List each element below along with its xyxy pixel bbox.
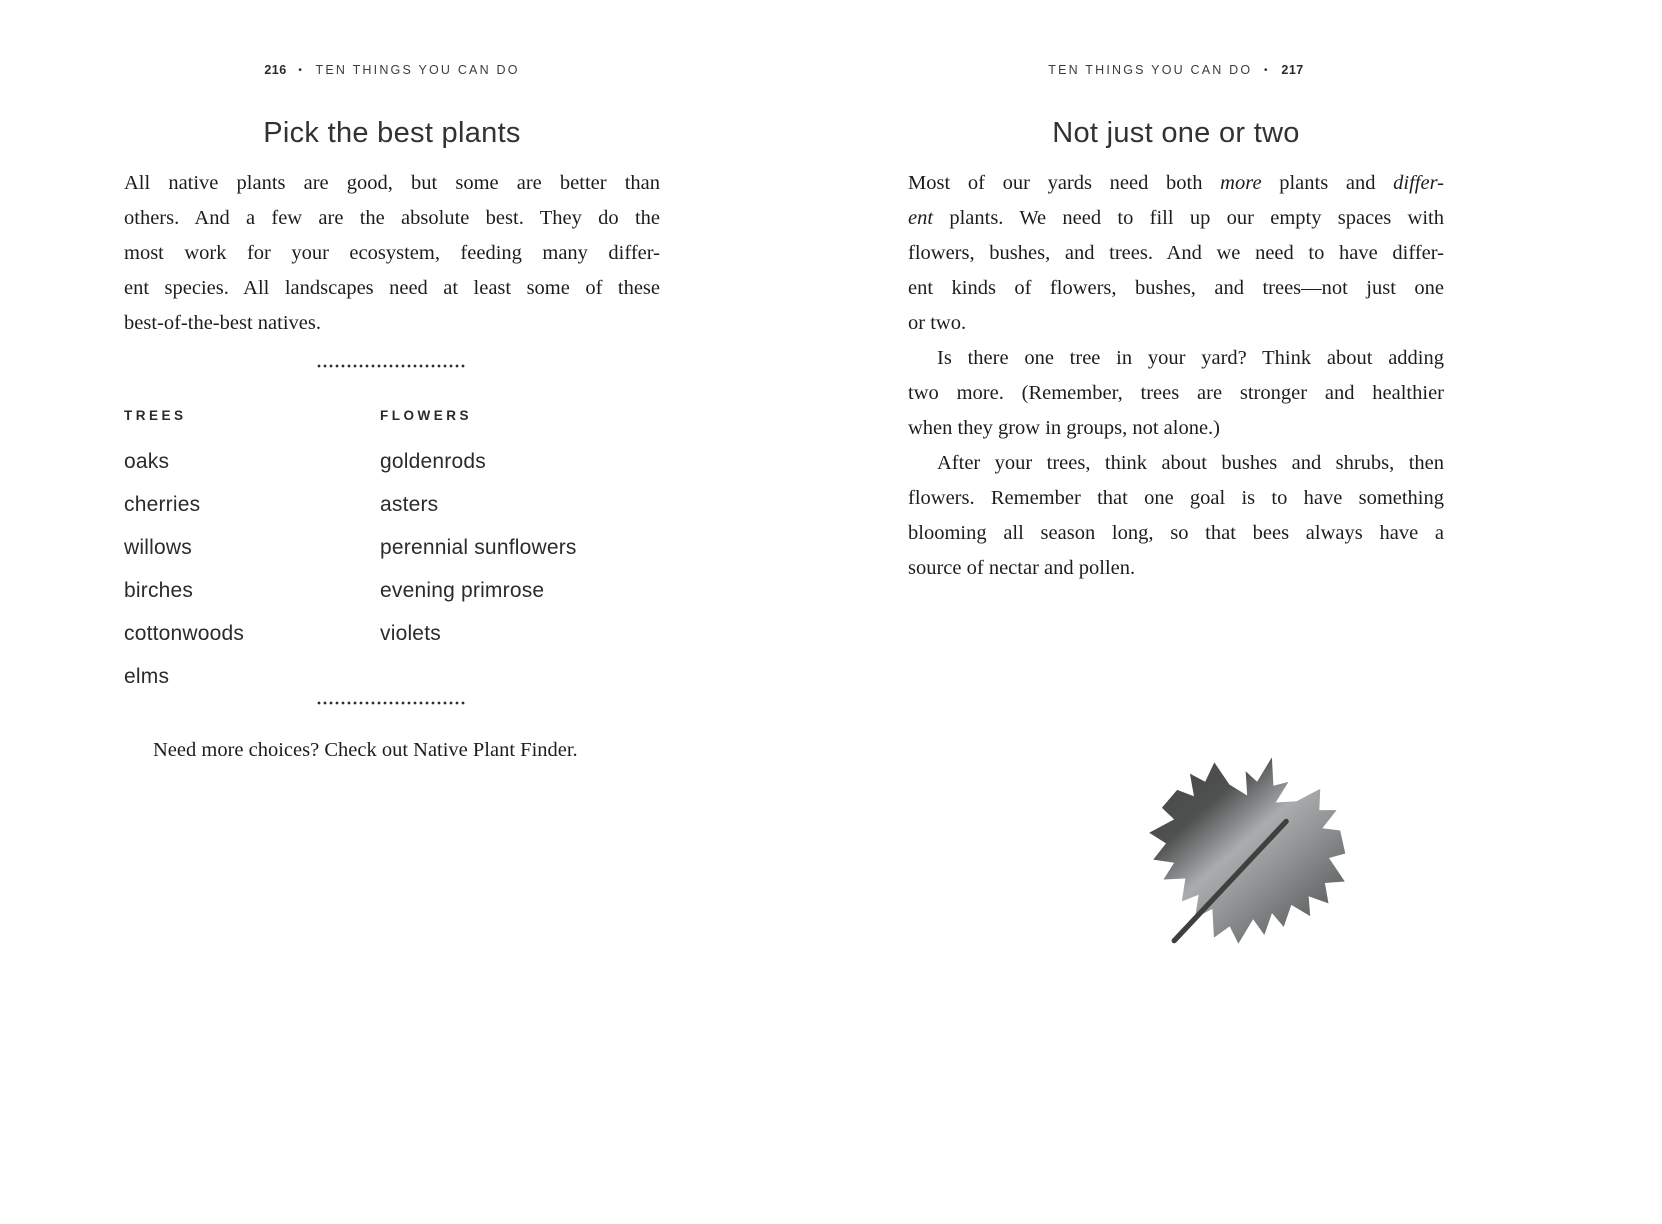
paragraph-line: Most of our yards need both more plants and differ-: [908, 172, 1444, 194]
paragraph-line: blooming all season long, so that bees always have a: [908, 522, 1444, 544]
tree-item: cherries: [124, 493, 201, 516]
right-page: [908, 0, 1444, 1224]
maple-leaf-icon: [1134, 748, 1362, 958]
paragraph-line: ent species. All landscapes need at least some of these: [124, 277, 660, 299]
left-intro-paragraph: [124, 166, 660, 341]
flower-item: goldenrods: [380, 450, 486, 473]
left-running-head: [124, 63, 660, 77]
paragraph-line: others. And a few are the absolute best. They do the: [124, 207, 660, 229]
left-footer-note: Need more choices? Check out Native Plant Finder.: [153, 739, 578, 761]
left-page-number: 216: [264, 63, 287, 77]
maple-leaf-illustration: [1134, 748, 1362, 958]
trees-column-header: TREES: [124, 408, 187, 423]
right-body-text: [908, 166, 1444, 586]
paragraph-line: ent plants. We need to fill up our empty spaces with: [908, 207, 1444, 229]
paragraph-line: After your trees, think about bushes and shrubs, then: [937, 452, 1444, 474]
flower-item: violets: [380, 622, 441, 645]
tree-item: cottonwoods: [124, 622, 245, 645]
header-separator-dot: •: [1264, 65, 1270, 76]
tree-item: willows: [124, 536, 192, 559]
paragraph-line: best-of-the-best natives.: [124, 312, 321, 334]
left-page: [124, 0, 660, 1224]
paragraph-line: or two.: [908, 312, 967, 334]
header-separator-dot: •: [298, 65, 305, 76]
paragraph-line: All native plants are good, but some are better than: [124, 172, 660, 194]
flower-item: asters: [380, 493, 439, 516]
right-running-head: [908, 63, 1444, 77]
flowers-column-header: FLOWERS: [380, 408, 472, 423]
dotted-divider-bottom: [317, 701, 467, 705]
trees-column: [124, 404, 380, 698]
tree-item: birches: [124, 579, 194, 602]
tree-item: oaks: [124, 450, 170, 473]
flower-item: perennial sunflowers: [380, 536, 577, 559]
left-running-head-text: TEN THINGS YOU CAN DO: [315, 63, 520, 77]
paragraph-line: when they grow in groups, not alone.): [908, 417, 1220, 439]
paragraph-line: flowers. Remember that one goal is to have something: [908, 487, 1444, 509]
flowers-column: [380, 404, 660, 698]
flower-item: evening primrose: [380, 579, 545, 602]
paragraph-line: flowers, bushes, and trees. And we need to have differ-: [908, 242, 1444, 264]
right-page-number: 217: [1281, 63, 1304, 77]
right-section-title: Not just one or two: [1052, 117, 1300, 149]
right-running-head-text: TEN THINGS YOU CAN DO: [1048, 63, 1253, 77]
paragraph-line: ent kinds of flowers, bushes, and trees—not just one: [908, 277, 1444, 299]
tree-item: elms: [124, 665, 170, 688]
dotted-divider-top: [317, 364, 467, 368]
plant-table: [124, 404, 660, 698]
paragraph-line: source of nectar and pollen.: [908, 557, 1136, 579]
paragraph-line: two more. (Remember, trees are stronger and healthier: [908, 382, 1444, 404]
paragraph-line: Is there one tree in your yard? Think about adding: [937, 347, 1444, 369]
paragraph-line: most work for your ecosystem, feeding many differ-: [124, 242, 660, 264]
left-section-title: Pick the best plants: [263, 117, 521, 149]
